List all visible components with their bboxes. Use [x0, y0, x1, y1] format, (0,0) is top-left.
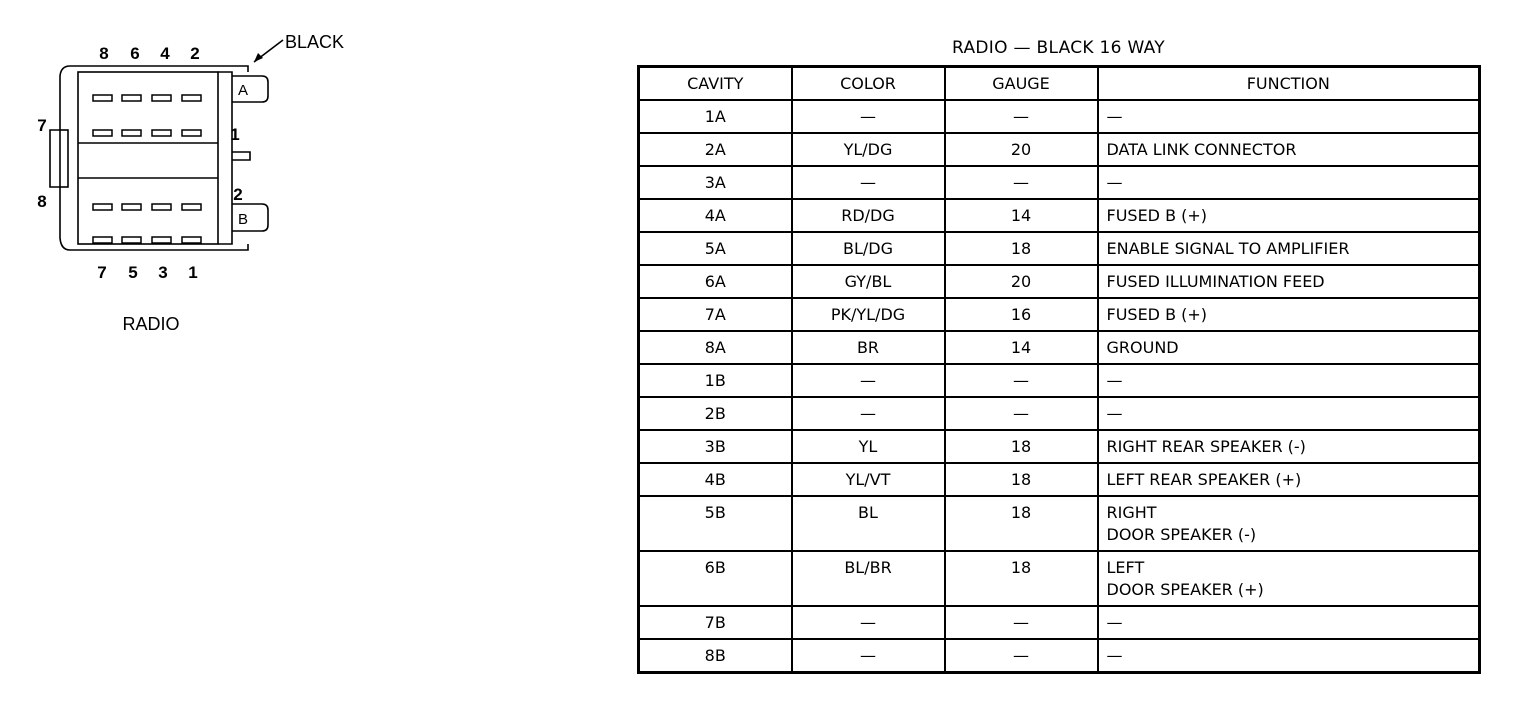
cavity-cell: 8A	[639, 331, 792, 364]
side-pin-number: 8	[37, 192, 47, 211]
color-cell: —	[792, 100, 945, 133]
color-cell: —	[792, 639, 945, 673]
color-cell: BL/DG	[792, 232, 945, 265]
table-row	[639, 331, 1480, 364]
function-cell: FUSED B (+)	[1098, 199, 1480, 232]
bottom-pin-number: 5	[128, 263, 138, 282]
tab-b-label: B	[237, 211, 249, 228]
side-pin-number: 7	[37, 116, 47, 135]
color-cell: RD/DG	[792, 199, 945, 232]
function-cell: RIGHT REAR SPEAKER (-)	[1098, 430, 1480, 463]
cavity-cell: 7A	[639, 298, 792, 331]
bottom-pin-number: 3	[158, 263, 168, 282]
color-cell: GY/BL	[792, 265, 945, 298]
gauge-cell: 18	[945, 430, 1098, 463]
function-cell: —	[1098, 397, 1480, 430]
table-title: RADIO — BLACK 16 WAY	[952, 38, 1165, 58]
function-cell: FUSED B (+)	[1098, 298, 1480, 331]
table-row	[639, 639, 1480, 673]
gauge-cell: —	[945, 166, 1098, 199]
connector-diagram	[0, 0, 400, 360]
gauge-cell: —	[945, 397, 1098, 430]
gauge-cell: —	[945, 364, 1098, 397]
function-cell: —	[1098, 166, 1480, 199]
table-row	[639, 298, 1480, 331]
color-cell: BL	[792, 496, 945, 551]
gauge-cell: 20	[945, 133, 1098, 166]
header-gauge: GAUGE	[945, 67, 1098, 101]
table-row	[639, 364, 1480, 397]
color-cell: —	[792, 606, 945, 639]
cavity-cell: 5A	[639, 232, 792, 265]
header-cavity: CAVITY	[639, 67, 792, 101]
table-row	[639, 463, 1480, 496]
table-row	[639, 496, 1480, 551]
leader-arrow-head	[254, 53, 263, 62]
function-cell: —	[1098, 364, 1480, 397]
pinout-body	[639, 100, 1480, 673]
top-pin-number: 2	[190, 44, 200, 63]
function-cell: —	[1098, 606, 1480, 639]
cavity-cell: 1B	[639, 364, 792, 397]
cavity-cell: 8B	[639, 639, 792, 673]
cavity-cell: 4A	[639, 199, 792, 232]
table-header-row	[639, 67, 1480, 101]
header-color: COLOR	[792, 67, 945, 101]
color-cell: PK/YL/DG	[792, 298, 945, 331]
table-row	[639, 397, 1480, 430]
color-cell: YL/DG	[792, 133, 945, 166]
tab-a-label: A	[237, 82, 249, 99]
cavity-cell: 2B	[639, 397, 792, 430]
side-pin-number: 2	[233, 185, 243, 204]
function-cell: ENABLE SIGNAL TO AMPLIFIER	[1098, 232, 1480, 265]
color-cell: —	[792, 166, 945, 199]
color-cell: —	[792, 397, 945, 430]
gauge-cell: —	[945, 639, 1098, 673]
color-cell: YL/VT	[792, 463, 945, 496]
cavity-cell: 4B	[639, 463, 792, 496]
color-cell: YL	[792, 430, 945, 463]
bottom-pin-number: 1	[188, 263, 198, 282]
cavity-cell: 6A	[639, 265, 792, 298]
gauge-cell: 18	[945, 463, 1098, 496]
table-row	[639, 606, 1480, 639]
top-pin-number: 8	[99, 44, 109, 63]
function-cell: LEFT DOOR SPEAKER (+)	[1098, 551, 1480, 606]
cavity-slots	[93, 95, 201, 243]
cavity-cell: 3A	[639, 166, 792, 199]
table-row	[639, 133, 1480, 166]
color-cell: BL/BR	[792, 551, 945, 606]
cavity-cell: 7B	[639, 606, 792, 639]
gauge-cell: 14	[945, 199, 1098, 232]
table-row	[639, 100, 1480, 133]
bottom-pin-number: 7	[97, 263, 107, 282]
color-cell: BR	[792, 331, 945, 364]
connector-name: RADIO	[122, 314, 180, 334]
function-cell: —	[1098, 639, 1480, 673]
table-row	[639, 166, 1480, 199]
top-pin-number: 4	[160, 44, 170, 63]
function-cell: —	[1098, 100, 1480, 133]
side-pin-number: 1	[230, 125, 240, 144]
table-row	[639, 199, 1480, 232]
cavity-cell: 5B	[639, 496, 792, 551]
gauge-cell: —	[945, 100, 1098, 133]
gauge-cell: 14	[945, 331, 1098, 364]
gauge-cell: 16	[945, 298, 1098, 331]
color-cell: —	[792, 364, 945, 397]
gauge-cell: 18	[945, 496, 1098, 551]
function-cell: FUSED ILLUMINATION FEED	[1098, 265, 1480, 298]
function-cell: GROUND	[1098, 331, 1480, 364]
table-row	[639, 551, 1480, 606]
connector-housing	[50, 66, 268, 250]
cavity-cell: 3B	[639, 430, 792, 463]
table-row	[639, 265, 1480, 298]
table-row	[639, 430, 1480, 463]
header-function: FUNCTION	[1098, 67, 1480, 101]
connector-color-label: BLACK	[285, 32, 345, 52]
pinout-table	[637, 65, 1481, 674]
function-cell: LEFT REAR SPEAKER (+)	[1098, 463, 1480, 496]
cavity-cell: 6B	[639, 551, 792, 606]
gauge-cell: 18	[945, 232, 1098, 265]
gauge-cell: —	[945, 606, 1098, 639]
cavity-cell: 2A	[639, 133, 792, 166]
gauge-cell: 18	[945, 551, 1098, 606]
function-cell: DATA LINK CONNECTOR	[1098, 133, 1480, 166]
gauge-cell: 20	[945, 265, 1098, 298]
cavity-cell: 1A	[639, 100, 792, 133]
table-row	[639, 232, 1480, 265]
top-pin-number: 6	[130, 44, 140, 63]
function-cell: RIGHT DOOR SPEAKER (-)	[1098, 496, 1480, 551]
